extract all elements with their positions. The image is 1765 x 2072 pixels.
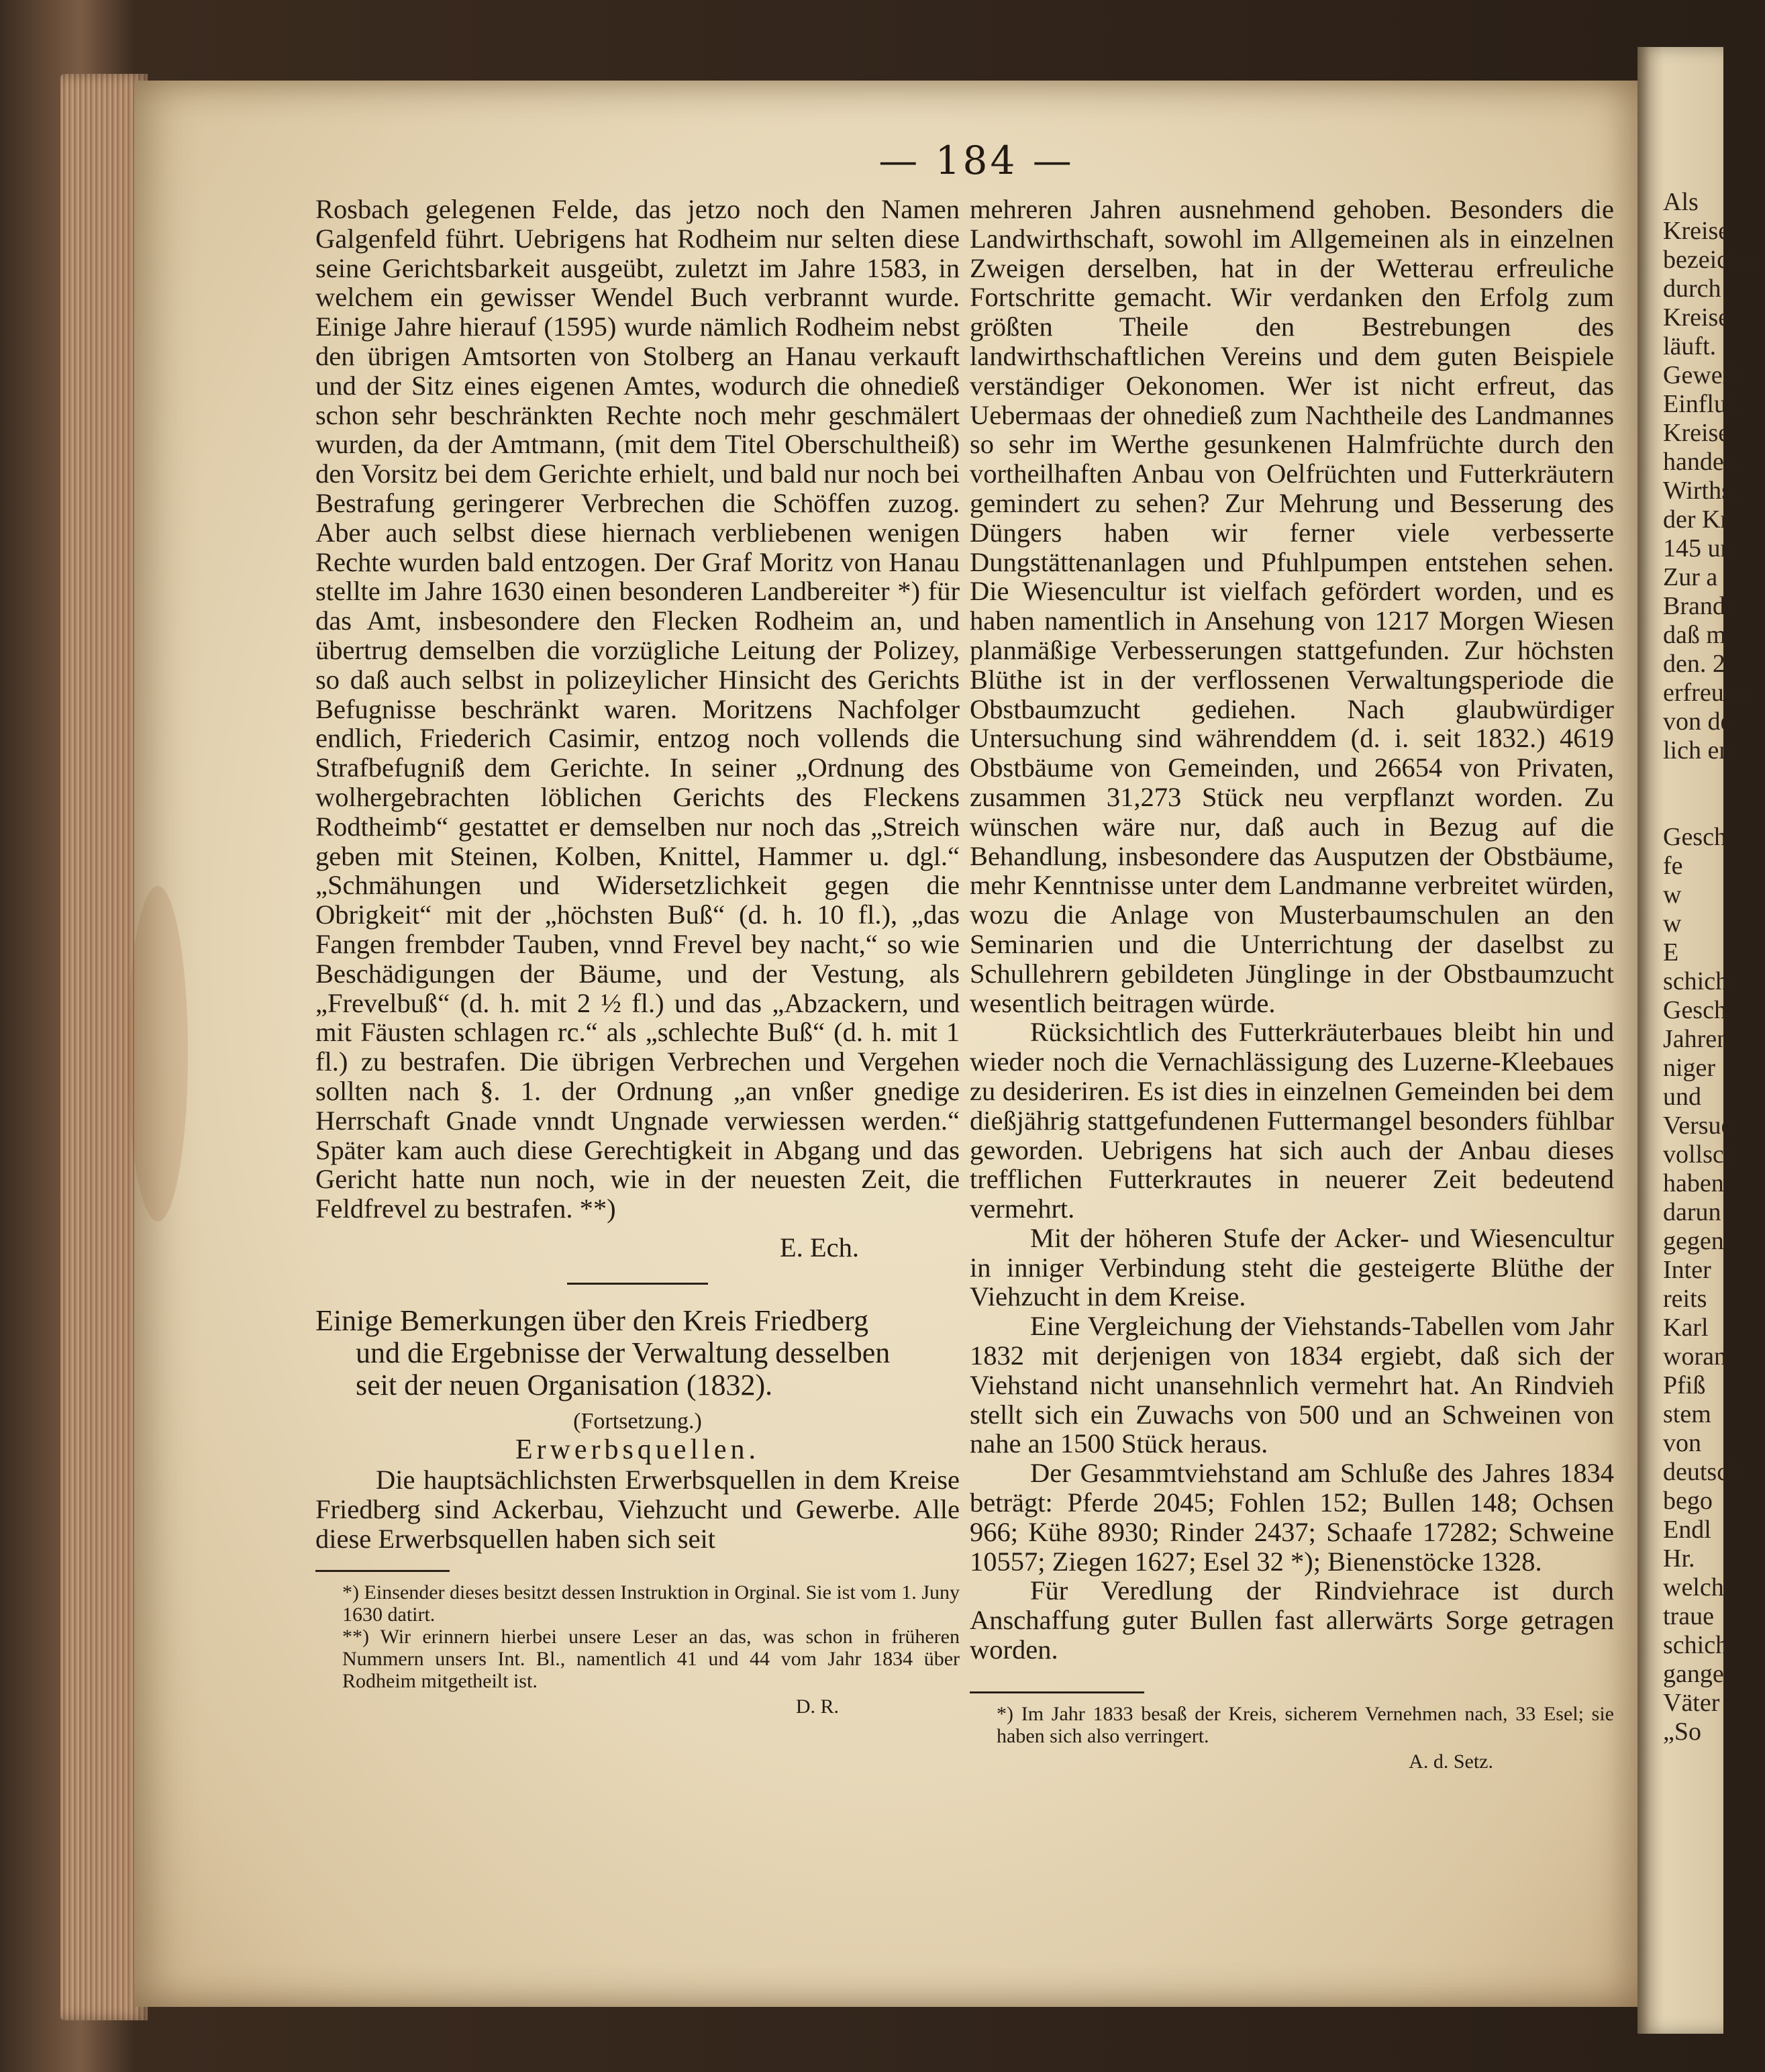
edge-fragment: Gesch bbox=[1663, 996, 1727, 1024]
edge-fragment: traue bbox=[1663, 1602, 1714, 1630]
edge-fragment: woran bbox=[1663, 1342, 1727, 1371]
section-title: Erwerbsquellen. bbox=[515, 1434, 760, 1466]
edge-fragment: Als bbox=[1663, 188, 1699, 216]
edge-fragment: Väter bbox=[1663, 1689, 1720, 1717]
edge-fragment: bego bbox=[1663, 1487, 1713, 1515]
edge-fragment: Jahren bbox=[1663, 1025, 1730, 1053]
edge-fragment: Gesch bbox=[1663, 823, 1727, 851]
footnote-right: *) Im Jahr 1833 besaß der Kreis, sicherem Vernehmen nach, 33 Esel; sie haben sich also verringert. bbox=[997, 1702, 1614, 1747]
edge-fragment: gegen bbox=[1663, 1227, 1724, 1255]
edge-fragment: von de bbox=[1663, 707, 1732, 736]
edge-fragment: daß m bbox=[1663, 621, 1726, 649]
edge-fragment: erfreuen bbox=[1663, 679, 1748, 707]
edge-fragment: Brandv bbox=[1663, 592, 1738, 620]
edge-fragment: Endl bbox=[1663, 1516, 1711, 1544]
edge-fragment: Versuc bbox=[1663, 1112, 1733, 1140]
edge-fragment: Kreise bbox=[1663, 303, 1730, 332]
edge-fragment: w bbox=[1663, 909, 1682, 938]
article-heading-line-2: und die Ergebnisse der Verwaltung desselben bbox=[356, 1336, 891, 1369]
page-stain bbox=[128, 886, 188, 1222]
footnote-divider bbox=[315, 1570, 450, 1572]
edge-fragment: und bbox=[1663, 1083, 1701, 1111]
edge-fragment: deutsch bbox=[1663, 1458, 1742, 1486]
edge-fragment: Wirthsc bbox=[1663, 477, 1743, 505]
right-paragraph-4: Eine Vergleichung der Viehstands-Tabellen vom Jahr 1832 mit derjenigen von 1834 ergiebt, daß sich der Viehstand nicht unansehnlich vermehrt hat. An Rindvieh stellt sich ein Zuwachs von 500 und an Schweinen von nahe an 1500 Stück heraus. bbox=[970, 1311, 1614, 1459]
edge-fragment bbox=[1663, 765, 1730, 794]
edge-fragment: lich en bbox=[1663, 736, 1732, 764]
article-heading-line-3: seit der neuen Organisation (1832). bbox=[356, 1368, 773, 1401]
edge-fragment: von bbox=[1663, 1429, 1701, 1457]
edge-fragment: Karl bbox=[1663, 1314, 1709, 1342]
right-paragraph-5: Der Gesammtviehstand am Schluße des Jahres 1834 beträgt: Pferde 2045; Fohlen 152; Bullen 148; Ochsen 966; Kühe 8930; Rinder 2437; Schaafe 17282; Schweine 10557; Ziegen 1627; Esel 32 *); Bienenstöcke 1328. bbox=[970, 1458, 1614, 1577]
footnote-divider bbox=[970, 1691, 1144, 1693]
edge-fragment: gange bbox=[1663, 1660, 1724, 1688]
section-divider bbox=[567, 1283, 708, 1285]
article-heading-line-1: Einige Bemerkungen über den Kreis Friedberg bbox=[315, 1303, 868, 1337]
page-number: — 184 — bbox=[878, 138, 1074, 183]
footnote-2: **) Wir erinnern hierbei unsere Leser an das, was schon in früheren Nummern unsers Int. Bl., namentlich 41 und 44 vom Jahr 1834 über Rodheim mitgetheilt ist. bbox=[342, 1625, 960, 1692]
edge-fragment: stem bbox=[1663, 1400, 1711, 1428]
right-paragraph-1: mehreren Jahren ausnehmend gehoben. Besonders die Landwirthschaft, sowohl im Allgemeinen als in einzelnen Zweigen derselben, hat in der Wetterau erfreuliche Fortschritte gemacht. Wir verdanken den Erfolg zum größten Theile den Bestrebungen des landwirthschaftlichen Vereins und dem guten Beispiele verständiger Oekonomen. Wer ist nicht erfreut, das Uebermaas der ohnedieß zum Nachtheile des Landmannes so sehr im Werthe gesunkenen Halmfrüchte durch den vortheilhaften Anbau von Oelfrüchten und Futterkräutern gemindert zu sehen? Zur Mehrung und Besserung des Düngers haben wir ferner viele verbesserte Dungstättenanlagen und Pfuhlpumpen entstehen sehen. Die Wiesencultur ist vielfach gefördert worden, und es haben namentlich in Ansehung von 1217 Morgen Wiesen planmäßige Verbesserungen stattgefunden. Zur höchsten Blüthe ist in der verflossenen Verwaltungsperiode die Obstbaumzucht gediehen. Nach glaubwürdiger Untersuchung sind währenddem (d. i. seit 1832.) 4619 Obstbäume von Gemeinden, und 26654 von Privaten, zusammen 31,273 Stück neu verpflanzt worden. Zu wünschen wäre nur, daß auch in Bezug auf die Behandlung, insbesondere das Ausputzen der Obstbäume, mehr Kenntnisse unter dem Landmanne verbreitet würden, wozu die Anlage von Musterbaumschulen an den Seminarien und die Unterrichtung der daselbst zu Schullehrern gebildeten Jünglinge in der Obstbaumzucht wesentlich beitragen würde. bbox=[970, 194, 1614, 1018]
right-paragraph-3: Mit der höheren Stufe der Acker- und Wiesencultur in inniger Verbindung steht die gesteigerte Blüthe der Viehzucht in dem Kreise. bbox=[970, 1222, 1614, 1312]
edge-fragment: Kreise bbox=[1663, 419, 1730, 447]
left-column bbox=[315, 195, 960, 1721]
edge-fragment: haben bbox=[1663, 1169, 1724, 1197]
edge-fragment: Einfluß bbox=[1663, 390, 1739, 418]
edge-fragment: „So bbox=[1663, 1718, 1701, 1746]
footnote-right-signature: A. d. Setz. bbox=[1409, 1750, 1493, 1773]
edge-fragment: welch bbox=[1663, 1573, 1724, 1601]
edge-fragment: Zur a bbox=[1663, 563, 1718, 591]
edge-fragment: läuft. bbox=[1663, 332, 1717, 360]
right-paragraph-2: Rücksichtlich des Futterkräuterbaues bleibt hin und wieder noch die Vernachlässigung des Luzerne-Kleebaues zu desideriren. Es ist dies in einzelnen Gemeinden bei dem dießjährig stattgefundenen Futtermangel besonders fühlbar geworden. Uebrigens hat sich auch der Anbau dieses trefflichen Futterkrautes in neuerer Zeit bedeutend vermehrt. bbox=[970, 1017, 1614, 1224]
edge-fragment: der Kr bbox=[1663, 505, 1729, 534]
edge-fragment: E bbox=[1663, 938, 1679, 967]
right-column bbox=[970, 195, 1614, 1777]
edge-fragment: bezeichne bbox=[1663, 246, 1765, 274]
footnote-1: *) Einsender dieses besitzt dessen Instruktion in Orginal. Sie ist vom 1. Juny 1630 datirt. bbox=[342, 1581, 960, 1626]
article-signature: E. Ech. bbox=[779, 1232, 859, 1263]
edge-fragment: schicht bbox=[1663, 967, 1735, 995]
footnote-signature: D. R. bbox=[795, 1695, 839, 1718]
edge-fragment: schich bbox=[1663, 1631, 1729, 1659]
edge-fragment: Kreise bbox=[1663, 217, 1730, 245]
edge-fragment: darun bbox=[1663, 1198, 1721, 1226]
edge-fragment: Gewerb bbox=[1663, 361, 1744, 389]
left-paragraph-2: Die hauptsächlichsten Erwerbsquellen in dem Kreise Friedberg sind Ackerbau, Viehzucht und Gewerbe. Alle diese Erwerbsquellen haben sich seit bbox=[315, 1465, 960, 1554]
edge-fragment: durch bbox=[1663, 275, 1721, 303]
edge-fragment: w bbox=[1663, 881, 1682, 909]
edge-fragment: fe bbox=[1663, 852, 1683, 880]
edge-fragment: den. 2 bbox=[1663, 650, 1725, 678]
left-paragraph-1: Rosbach gelegenen Felde, das jetzo noch den Namen Galgenfeld führt. Uebrigens hat Rodheim nur selten diese seine Gerichtsbarkeit ausgeübt, zuletzt im Jahre 1583, in welchem ein gewisser Wendel Buch verbrannt wurde. Einige Jahre hierauf (1595) wurde nämlich Rodheim nebst den übrigen Amtsorten von Stolberg an Hanau verkauft und der Sitz eines eigenen Amtes, wodurch die ohnedieß schon sehr beschränkten Rechte noch mehr geschmälert wurden, da der Amtmann, (mit dem Titel Oberschultheiß) den Vorsitz bei dem Gerichte erhielt, und bald nur noch bei Bestrafung geringerer Verbrechen die Schöffen zuzog. Aber auch selbst diese hiernach verbliebenen wenigen Rechte wurden bald entzogen. Der Graf Moritz von Hanau stellte im Jahre 1630 einen besonderen Landbereiter *) für das Amt, insbesondere den Flecken Rodheim an, und übertrug demselben die vorzügliche Leitung der Polizey, so daß auch selbst in polizeylicher Hinsicht des Gerichts Befugnisse beschränkt waren. Moritzens Nachfolger endlich, Friederich Casimir, entzog noch vollends die Strafbefugniß dem Gerichte. In seiner „Ordnung des wolhergebrachten löblichen Gerichts des Fleckens Rodtheimb“ gestattet er demselben nur noch das „Streich geben mit Steinen, Kolben, Knittel, Hammer u. dgl.“ „Schmähungen und Widersetzlichkeit gegen die Obrigkeit“ mit der „höchsten Buß“ (d. h. 10 fl.), „das Fangen frembder Tauben, vnnd Frevel bey nacht,“ so wie Beschädigungen der Bäume, und der Vestung, als „Frevelbuß“ (d. h. mit 2 ½ fl.) und das „Abzackern, und mit Fäusten schlagen rc.“ als „schlechte Buß“ (d. h. mit 1 fl.) zu bestrafen. Die übrigen Verbrechen und Vergehen sollten nach §. 1. der Ordnung „an vnßer gnedige Herrschaft Gnade vnndt Ungnade verwiessen werden.“ Später kam auch diese Gerechtigkeit in Abgang und das Gericht hatte nun noch, wie in der neuesten Zeit, die Feldfrevel zu bestrafen. **) bbox=[315, 194, 960, 1224]
edge-fragment: 145 un bbox=[1663, 534, 1733, 562]
right-paragraph-6: Für Veredlung der Rindviehrace ist durch Anschaffung guter Bullen fast allerwärts Sorge getragen worden. bbox=[970, 1575, 1614, 1665]
edge-fragment: Pfiß bbox=[1663, 1371, 1706, 1399]
edge-fragment: niger bbox=[1663, 1054, 1716, 1082]
edge-fragment: reits bbox=[1663, 1285, 1707, 1313]
next-page-fragments bbox=[1663, 188, 1765, 1746]
edge-fragment bbox=[1663, 794, 1730, 823]
edge-fragment: Inter bbox=[1663, 1256, 1711, 1284]
edge-fragment: Hr. bbox=[1663, 1544, 1695, 1573]
continuation-note: (Fortsetzung.) bbox=[573, 1408, 702, 1434]
edge-fragment: vollsch bbox=[1663, 1140, 1737, 1169]
edge-fragment: handen. bbox=[1663, 448, 1744, 476]
